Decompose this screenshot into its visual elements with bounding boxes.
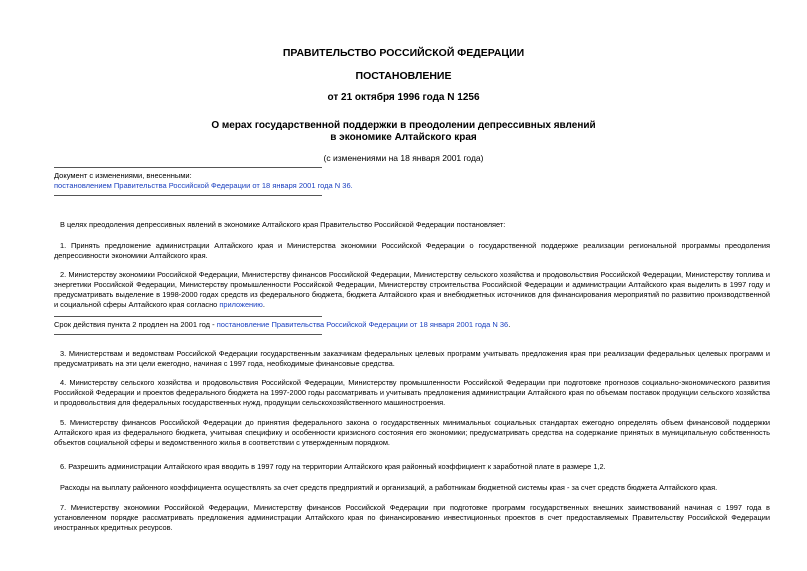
- document-date-number: от 21 октября 1996 года N 1256: [327, 92, 480, 103]
- paragraph-4: 4. Министерству сельского хозяйства и продовольствия Российской Федерации, Министерству промышленности Российской Федерации при подготовке прогнозов социально-экономического развития Российской Федерации и проектов федерального бюджета на 1997-2000 годы рассматривать и учитывать предложения администрации Алтайского края по объемам поставок продукции сельского хозяйства и продовольствия для федеральных государственных нужд, продукции сельскохозяйственного машиностроения.: [54, 378, 770, 407]
- term-note-text: Срок действия пункта 2 продлен на 2001 год -: [54, 320, 217, 329]
- subject-line-2: в экономике Алтайского края: [330, 132, 477, 143]
- document-subject: [0, 120, 807, 144]
- paragraph-5: 5. Министерству финансов Российской Федерации до принятия федерального закона о государственных минимальных социальных стандартах ежегодно определять объем финансовой поддержки Алтайского края из федерального бюджета, учитывая специфику и особенности кризисного состояния его экономики; предусматривать средства на содержание принятых в муниципальную собственность объектов социальной сферы и ведомственного жилья в соответствии с утвержденным порядком.: [54, 418, 770, 447]
- paragraph-6: 6. Разрешить администрации Алтайского края вводить в 1997 году на территории Алтайского края районный коэффициент к заработной плате в размере 1,2.: [60, 462, 606, 471]
- paragraph-6-continuation: Расходы на выплату районного коэффициента осуществлять за счет средств предприятий и организаций, а работникам бюджетной системы края - за счет средств бюджета Алтайского края.: [60, 483, 718, 492]
- term-note-end: .: [508, 320, 511, 329]
- term-note-bottom-divider: [54, 334, 322, 335]
- paragraph-1: 1. Принять предложение администрации Алтайского края и Министерства экономики Российской Федерации о государственной поддержке реализации региональной программы преодоления депрессивности экономики Алтайского края.: [54, 241, 770, 260]
- subject-line-1: О мерах государственной поддержки в преодолении депрессивных явлений: [211, 120, 596, 131]
- amendment-link[interactable]: постановлением Правительства Российской Федерации от 18 января 2001 года N 36.: [54, 181, 353, 190]
- term-note: [54, 320, 774, 330]
- term-note-link[interactable]: постановление Правительства Российской Федерации от 18 января 2001 года N 36: [216, 320, 509, 329]
- paragraph-2-text: 2. Министерству экономики Российской Федерации, Министерству финансов Российской Федерации, Министерству сельского хозяйства и продовольствия Российской Федерации, Министерству топлива и энергетики Российской Федерации, Министерству промышленности Российской Федерации, Министерству строительства Российской Федерации и администрации Алтайского края выделить в 1997 году и предусматривать выделение в 1998-2000 годах средств из федерального бюджета, бюджета Алтайского края и внебюджетных источников для финансирования мероприятий по развитию производственной и социальной сферы Алтайского края согласно: [54, 270, 770, 309]
- appendix-link[interactable]: приложению: [219, 300, 263, 309]
- paragraph-2: [54, 270, 770, 310]
- preamble-paragraph: В целях преодоления депрессивных явлений в экономике Алтайского края Правительство Российской Федерации постановляет:: [60, 220, 506, 229]
- paragraph-2-end: .: [262, 300, 265, 309]
- changes-note: (с изменениями на 18 января 2001 года): [323, 153, 484, 163]
- amendment-top-divider: [54, 167, 322, 168]
- paragraph-7: 7. Министерству экономики Российской Федерации, Министерству финансов Российской Федерации при подготовке программ государственных внешних заимствований начиная с 1997 года в установленном порядке рассматривать предложения администрации Алтайского края по финансированию инвестиционных проектов в счет предоставляемых Правительству Российской Федерации иностранных кредитных ресурсов.: [54, 503, 770, 532]
- paragraph-3: 3. Министерствам и ведомствам Российской Федерации государственным заказчикам федеральных целевых программ учитывать предложения края при реализации федеральных целевых программ и предусматривать на эти цели ежегодно, начиная с 1997 года, необходимые финансовые средства.: [54, 349, 770, 368]
- document-kind: ПОСТАНОВЛЕНИЕ: [355, 70, 452, 82]
- amendment-label: Документ с изменениями, внесенными:: [54, 171, 192, 180]
- amendment-bottom-divider: [54, 195, 322, 196]
- government-title: ПРАВИТЕЛЬСТВО РОССИЙСКОЙ ФЕДЕРАЦИИ: [282, 47, 525, 59]
- term-note-top-divider: [54, 316, 322, 317]
